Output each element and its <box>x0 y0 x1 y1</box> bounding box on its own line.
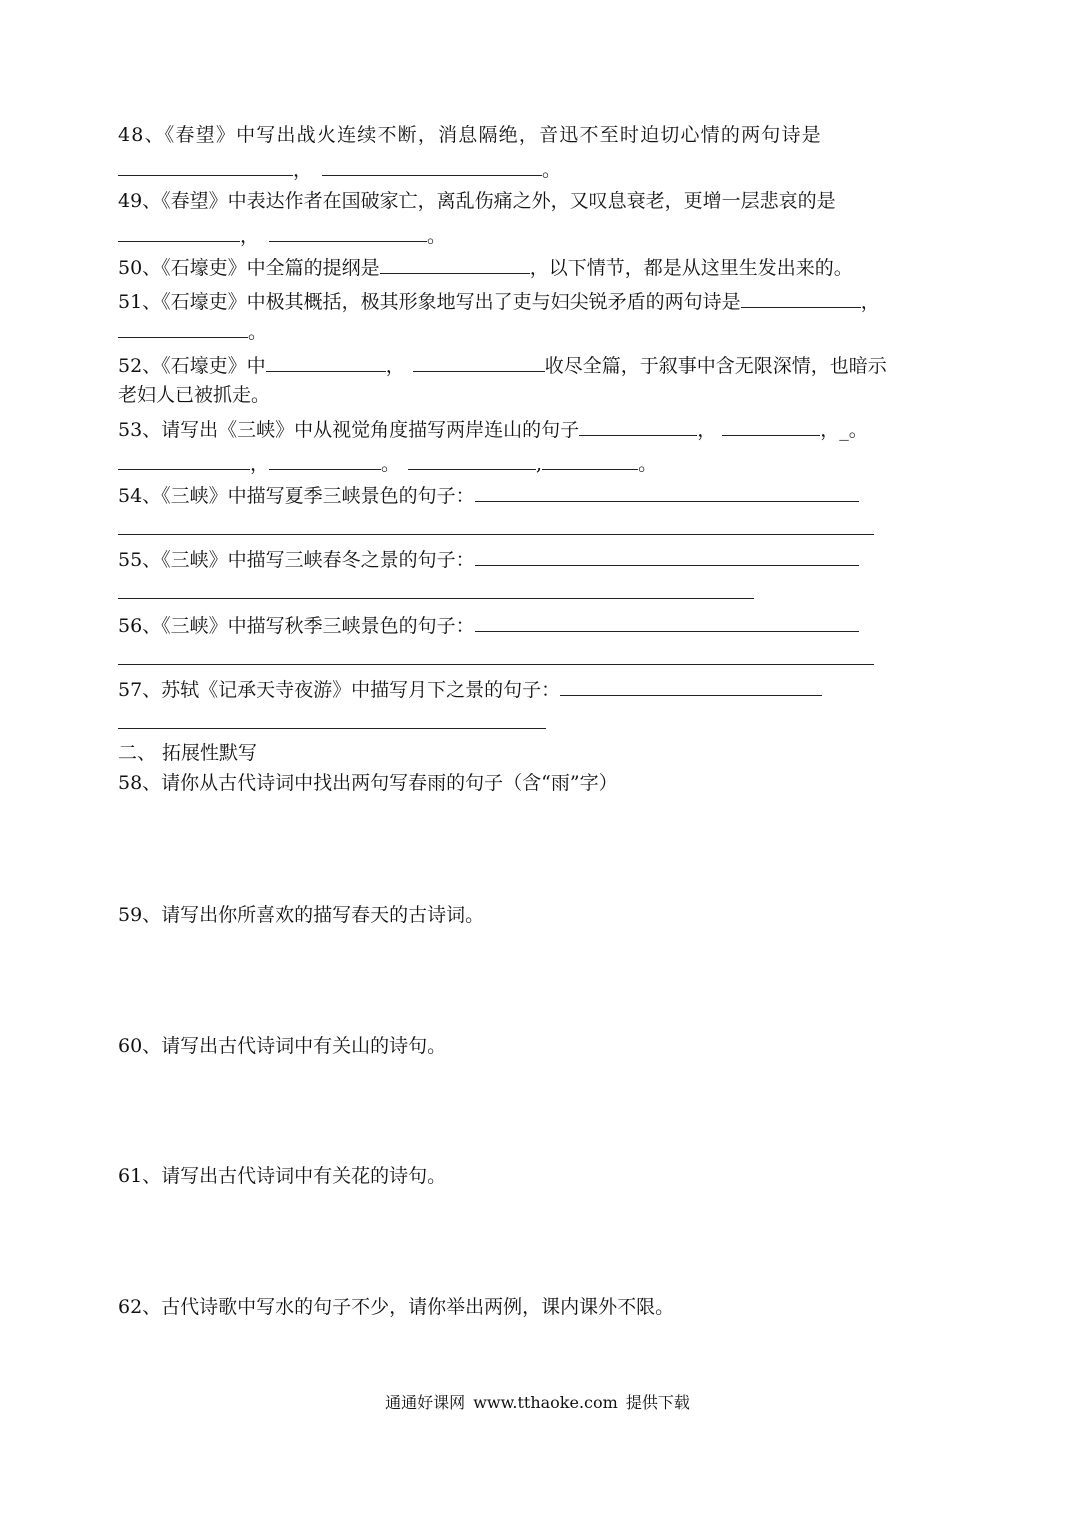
question-48: 48、《春望》中写出战火连续不断，消息隔绝，音迅不至时迫切心情的两句诗是 <box>118 124 822 146</box>
question-60: 60、请写出古代诗词中有关山的诗句。 <box>118 1035 447 1057</box>
question-56: 56、《三峡》中描写秋季三峡景色的句子： <box>118 612 859 639</box>
answer-blank[interactable] <box>118 318 248 338</box>
answer-blank[interactable] <box>722 416 820 436</box>
answer-blank[interactable] <box>118 156 293 176</box>
question-50: 50、《石壕吏》中全篇的提纲是 ，以下情节，都是从这里生发出来的。 <box>118 254 853 281</box>
answer-blank[interactable] <box>269 450 381 470</box>
footer-note: 提供下载 <box>625 1393 690 1412</box>
question-57: 57、苏轼《记承天寺夜游》中描写月下之景的句子： <box>118 676 822 703</box>
answer-blank[interactable] <box>118 450 250 470</box>
answer-blank[interactable] <box>560 676 822 696</box>
answer-blank[interactable] <box>741 288 861 308</box>
question-48-answer: ， 。 <box>118 156 561 183</box>
question-59: 59、请写出你所喜欢的描写春天的古诗词。 <box>118 904 485 926</box>
question-61: 61、请写出古代诗词中有关花的诗句。 <box>118 1165 447 1187</box>
answer-line[interactable] <box>118 728 546 729</box>
answer-blank[interactable] <box>475 482 859 502</box>
answer-blank[interactable] <box>413 352 545 372</box>
answer-blank[interactable] <box>542 450 638 470</box>
answer-blank[interactable] <box>269 222 427 242</box>
answer-blank[interactable] <box>408 450 536 470</box>
answer-blank[interactable] <box>266 352 386 372</box>
section-heading: 二、 拓展性默写 <box>118 742 258 764</box>
question-52-cont: 老妇人已被抓走。 <box>118 384 271 406</box>
question-55: 55、《三峡》中描写三峡春冬之景的句子： <box>118 546 859 573</box>
question-51-answer: 。 <box>118 318 267 345</box>
question-51: 51、《石壕吏》中极其概括，极其形象地写出了吏与妇尖锐矛盾的两句诗是 ， <box>118 288 880 315</box>
question-49: 49、《春望》中表达作者在国破家亡，离乱伤痛之外，又叹息衰老，更增一层悲哀的是 <box>118 190 836 212</box>
answer-blank[interactable] <box>475 546 859 566</box>
page-footer <box>0 1392 1075 1414</box>
answer-line[interactable] <box>118 534 874 535</box>
question-62: 62、古代诗歌中写水的句子不少，请你举出两例，课内课外不限。 <box>118 1296 675 1318</box>
question-53: 53、请写出《三峡》中从视觉角度描写两岸连山的句子 ， ，_。 <box>118 416 868 443</box>
answer-line[interactable] <box>118 664 874 665</box>
answer-blank[interactable] <box>579 416 697 436</box>
answer-blank[interactable] <box>322 156 542 176</box>
question-58: 58、请你从古代诗词中找出两句写春雨的句子（含“雨”字） <box>118 772 618 794</box>
answer-blank[interactable] <box>475 612 859 632</box>
question-53-answer: ， 。 , 。 <box>118 450 657 477</box>
answer-blank[interactable] <box>380 254 530 274</box>
question-49-answer: ， 。 <box>118 222 446 249</box>
question-52: 52、《石壕吏》中 ， 收尽全篇，于叙事中含无限深情，也暗示 <box>118 352 887 379</box>
answer-blank[interactable] <box>118 222 240 242</box>
footer-url[interactable]: www.tthaoke.com <box>473 1393 618 1412</box>
answer-line[interactable] <box>118 598 754 599</box>
footer-site: 通通好课网 <box>385 1393 466 1412</box>
question-54: 54、《三峡》中描写夏季三峡景色的句子： <box>118 482 859 509</box>
